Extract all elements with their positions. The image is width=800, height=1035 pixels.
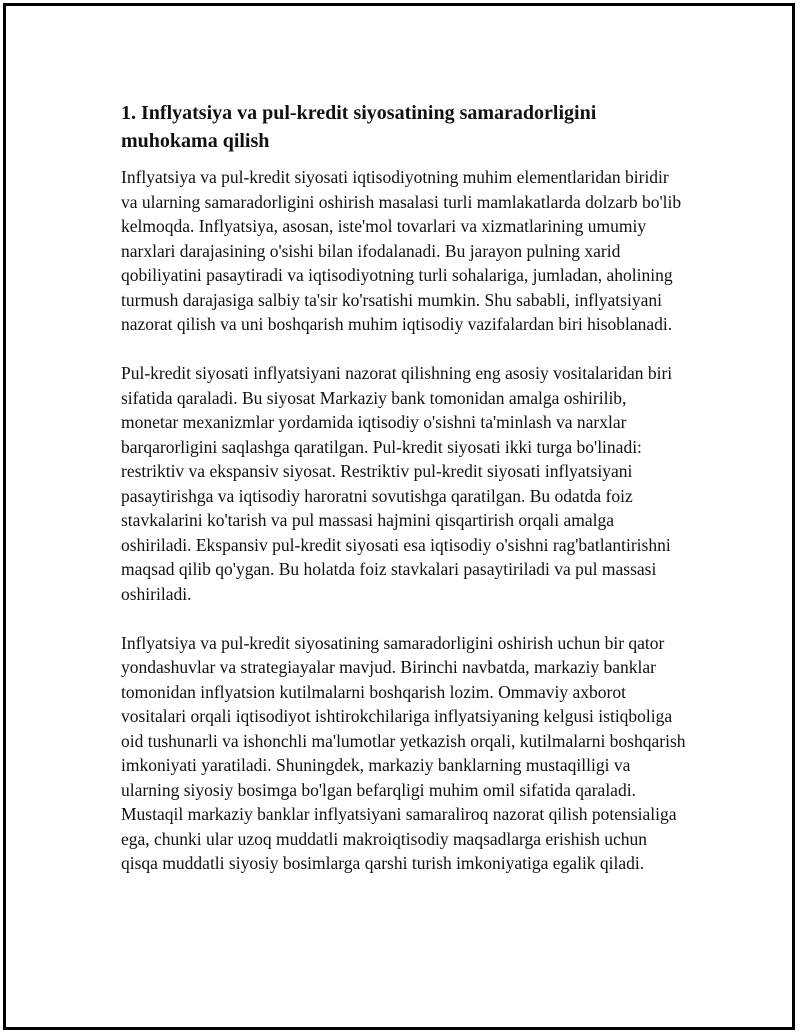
paragraph-3: Inflyatsiya va pul-kredit siyosatining samaradorligini oshirish uchun bir qator yondashuvlar va strategiayalar mavjud. Birinchi navbatda, markaziy banklar tomonidan inflyatsion kutilmalarni boshqarish lozim. Ommaviy axborot vositalari orqali iqtisodiyot ishtirokchilariga inflyatsiyaning kelgusi istiqboliga oid tushunarli va ishonchli ma'lumotlar yetkazish orqali, kutilmalarni boshqarish imkoniyati yaratiladi. Shuningdek, markaziy banklarning mustaqilligi va ularning siyosiy bosimga bo'lgan befarqligi muhim omil sifatida qaraladi. Mustaqil markaziy banklar inflyatsiyani samaraliroq nazorat qilish potensialiga ega, chunki ular uzoq muddatli makroiqtisodiy maqsadlarga erishish uchun qisqa muddatli siyosiy bosimlarga qarshi turish imkoniyatiga egalik qiladi. [121, 632, 686, 873]
paragraph-1: Inflyatsiya va pul-kredit siyosati iqtisodiyotning muhim elementlaridan biridir va ularning samaradorligini oshirish masalasi turli mamlakatlarda dolzarb bo'lib kelmoqda. Inflyatsiya, asosan, iste'mol tovarlari va xizmatlarining umumiy narxlari darajasining o'sishi bilan ifodalanadi. Bu jarayon pulning xarid qobiliyatini pasaytiradi va iqtisodiyotning turli sohalariga, jumladan, aholining turmush darajasiga salbiy ta'sir ko'rsatishi mumkin. Shu sababli, inflyatsiyani nazorat qilish va uni boshqarish muhim iqtisodiy vazifalardan biri hisoblanadi. [121, 167, 682, 334]
paragraph-2: Pul-kredit siyosati inflyatsiyani nazorat qilishning eng asosiy vositalaridan biri sifatida qaraladi. Bu siyosat Markaziy bank tomonidan amalga oshirilib, monetar mexanizmlar yordamida iqtisodiy o'sishni ta'minlash va narxlar barqarorligini saqlashga qaratilgan. Pul-kredit siyosati ikki turga bo'linadi: restriktiv va ekspansiv siyosat. Restriktiv pul-kredit siyosati inflyatsiyani pasaytirishga va iqtisodiy haroratni sovutishga qaratilgan. Bu odatda foiz stavkalarini ko'tarish va pul massasi hajmini qisqartirish orqali amalga oshiriladi. Ekspansiv pul-kredit siyosati esa iqtisodiy o'sishni rag'batlantirishni maqsad qilib qo'ygan. Bu holatda foiz stavkalari pasaytiriladi va pul massasi oshiriladi. [121, 363, 673, 604]
section-heading: 1. Inflyatsiya va pul-kredit siyosatining samaradorligini muhokama qilish [121, 102, 597, 152]
document-content [121, 99, 688, 900]
document-page [3, 3, 795, 1030]
